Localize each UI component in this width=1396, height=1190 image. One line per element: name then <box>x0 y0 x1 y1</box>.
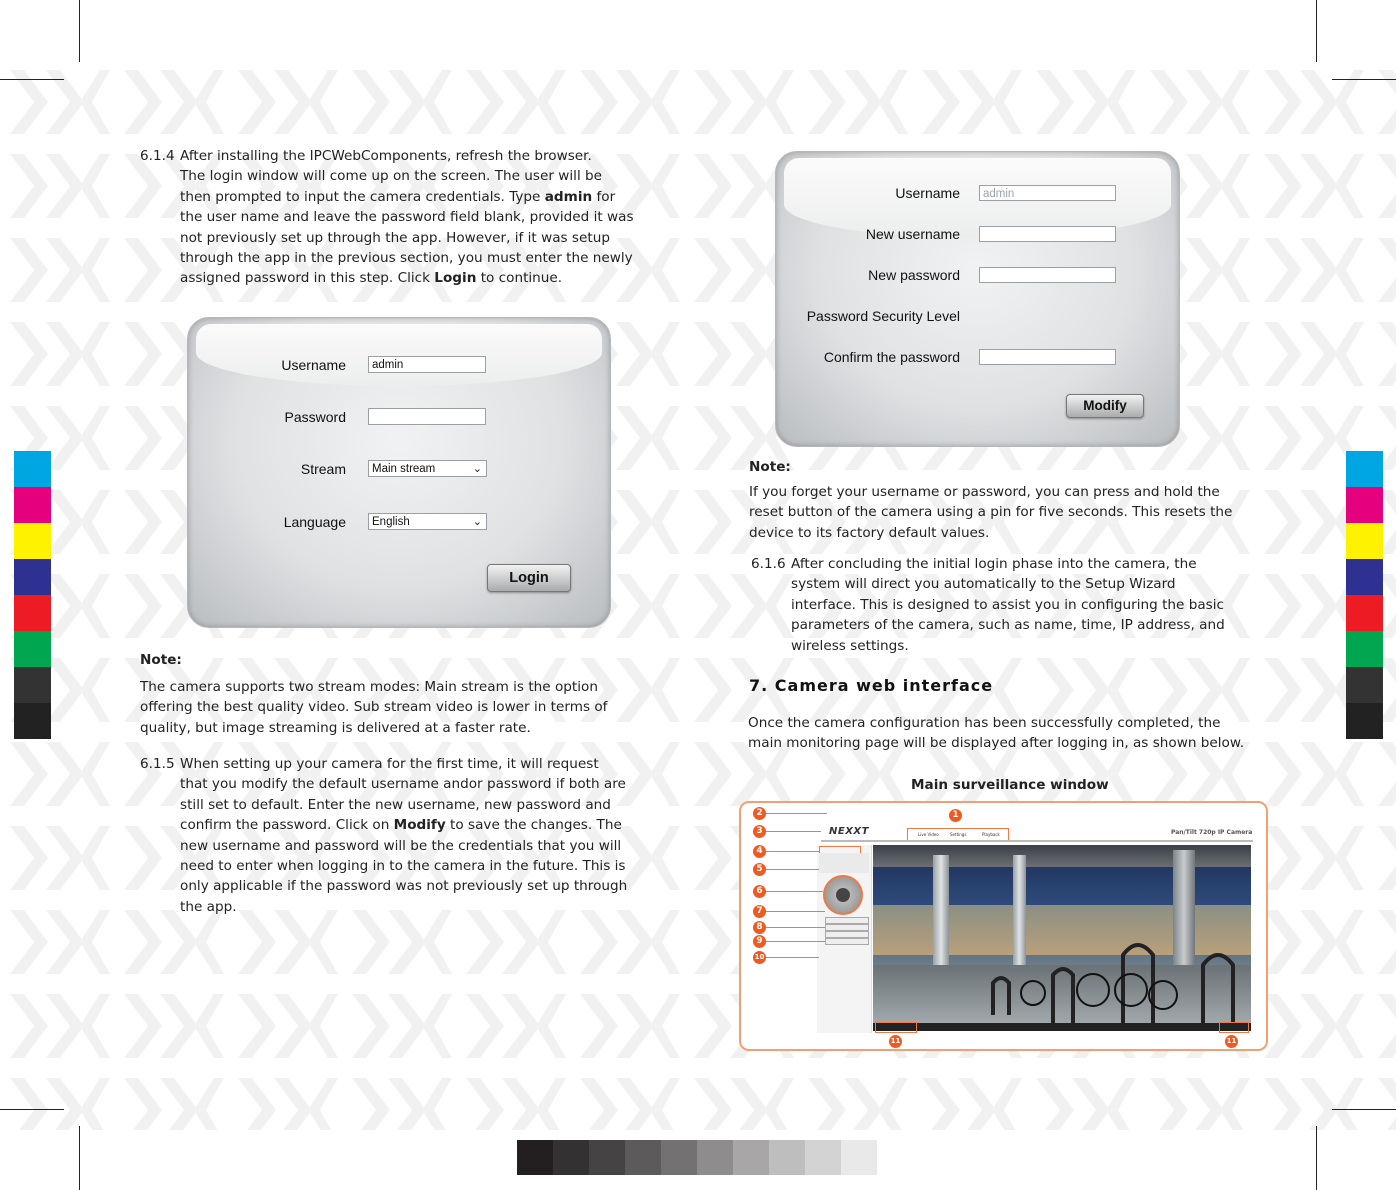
callout-1: 1 <box>949 809 962 822</box>
crop-mark <box>79 0 80 62</box>
tab-playback[interactable]: Playback <box>982 832 1000 837</box>
crop-mark <box>1316 0 1317 62</box>
confirm-password-label: Confirm the password <box>823 349 960 365</box>
gray-swatch <box>589 1140 625 1175</box>
text-line <box>180 187 634 207</box>
callout-2: 2 <box>753 807 766 820</box>
modify-credentials-dialog <box>775 151 1180 447</box>
text-span: for <box>592 188 616 205</box>
color-swatch <box>14 631 51 667</box>
username-input[interactable]: admin <box>368 356 486 373</box>
text-line: system will direct you automatically to the Setup Wizard <box>791 576 1176 593</box>
password-label: Password <box>284 409 346 425</box>
text-span: then prompted to input the camera credentials. Type <box>180 188 545 205</box>
text-line: the app. <box>180 898 237 915</box>
text-line: main monitoring page will be displayed after logging in, as shown below. <box>748 735 1245 752</box>
step-number: 6.1.6 <box>751 556 786 572</box>
callout-4: 4 <box>753 845 766 858</box>
username-input[interactable]: admin <box>979 185 1116 201</box>
callout-leader <box>761 957 819 958</box>
stream-select[interactable] <box>368 460 487 477</box>
text-line: After concluding the initial login phase into the camera, the <box>791 556 1197 572</box>
bold-term: Login <box>434 270 477 287</box>
text-line: If you forget your username or password, you can press and hold the <box>749 484 1220 500</box>
stream-select-value: Main stream <box>372 463 436 475</box>
gray-swatch <box>697 1140 733 1175</box>
gray-swatch <box>625 1140 661 1175</box>
callout-3: 3 <box>753 825 766 838</box>
video-toolbar <box>873 1023 1251 1031</box>
text-line: through the app in the previous section, you must enter the newly <box>180 250 633 267</box>
preset-button[interactable] <box>825 924 869 931</box>
text-line <box>180 268 634 288</box>
callout-10: 10 <box>753 951 766 964</box>
callout-11: 11 <box>889 1035 902 1048</box>
language-select-value: English <box>372 516 410 528</box>
color-swatch <box>1346 703 1383 739</box>
ptz-center[interactable] <box>836 888 850 902</box>
callout-leader <box>761 891 823 892</box>
text-line: need to enter when logging in to the camera in the future. This is <box>180 858 626 875</box>
step-number: 6.1.5 <box>140 756 175 772</box>
text-span: confirm the password. Click on <box>180 817 394 834</box>
username-label: Username <box>895 185 960 201</box>
tab-live-video[interactable]: Live Video <box>918 832 939 837</box>
tab-settings[interactable]: Settings <box>950 832 967 837</box>
note-title: Note: <box>140 652 182 668</box>
text-line <box>180 815 627 835</box>
color-swatch <box>14 487 51 523</box>
login-dialog <box>187 317 611 628</box>
chevron-down-icon: ⌄ <box>472 463 482 475</box>
callout-leader <box>761 941 825 942</box>
crop-mark <box>0 79 64 80</box>
crop-mark <box>0 1109 64 1110</box>
brand-logo: NEXXT <box>829 826 869 837</box>
text-span: assigned password in this step. Click <box>180 270 435 287</box>
text-span: to save the changes. The <box>445 817 622 834</box>
text-line: The camera supports two stream modes: Main stream is the option <box>140 679 598 695</box>
language-label: Language <box>283 514 346 530</box>
color-swatch <box>14 595 51 631</box>
crop-mark <box>1332 1109 1396 1110</box>
color-swatch <box>14 703 51 739</box>
gray-swatch <box>805 1140 841 1175</box>
text-line: that you modify the default username andor password if both are <box>180 776 626 793</box>
preset-button[interactable] <box>825 938 869 945</box>
callout-11: 11 <box>1225 1035 1238 1048</box>
step-body <box>180 754 627 917</box>
color-swatch <box>14 667 51 703</box>
modify-button[interactable]: Modify <box>1066 394 1144 418</box>
step-body <box>791 554 1225 656</box>
step-body <box>180 146 634 289</box>
gray-swatch <box>841 1140 877 1175</box>
text-line: wireless settings. <box>791 637 909 654</box>
bold-term: Modify <box>393 817 446 834</box>
text-line: offering the best quality video. Sub stream video is lower in terms of <box>140 699 608 716</box>
text-span: to continue. <box>476 270 563 287</box>
crop-mark <box>79 1126 80 1190</box>
figure-caption: Main surveillance window <box>911 777 1109 793</box>
gray-swatch <box>661 1140 697 1175</box>
text-line: interface. This is designed to assist you in configuring the basic <box>791 596 1225 613</box>
text-line: new username and password will be the credentials that you will <box>180 837 622 854</box>
new-password-label: New password <box>868 267 960 283</box>
step-number: 6.1.4 <box>140 148 175 164</box>
camera-model-title: Pan/Tilt 720p IP Camera <box>1171 829 1253 836</box>
callout-leader <box>761 869 819 870</box>
text-line: The login window will come up on the screen. The user will be <box>180 168 603 185</box>
text-line: parameters of the camera, such as name, time, IP address, and <box>791 617 1225 634</box>
color-swatch <box>1346 595 1383 631</box>
text-line: reset button of the camera using a pin for five seconds. This resets the <box>749 504 1233 521</box>
text-line: When setting up your camera for the first time, it will request <box>180 756 599 772</box>
text-line: After installing the IPCWebComponents, refresh the browser. <box>180 148 592 164</box>
crop-mark <box>1316 1126 1317 1190</box>
text-line: still set to default. Enter the new username, new password and <box>180 796 611 813</box>
step-6-1-6 <box>751 554 1311 664</box>
text-line: only applicable if the password was not previously set up through <box>180 878 628 895</box>
color-swatch <box>1346 631 1383 667</box>
text-line: the user name and leave the password field blank, provided it was <box>180 209 634 226</box>
callout-leader <box>761 813 827 814</box>
preset-button[interactable] <box>825 931 869 938</box>
panel-gloss <box>196 324 602 386</box>
callout-7: 7 <box>753 905 766 918</box>
bike-racks <box>873 915 1251 1029</box>
text-line: quality, but image streaming is delivered at a faster rate. <box>140 719 531 736</box>
confirm-password-input[interactable] <box>979 349 1116 365</box>
color-swatch <box>1346 523 1383 559</box>
gray-swatch <box>769 1140 805 1175</box>
text-line: Once the camera configuration has been successfully completed, the <box>748 715 1221 731</box>
step-6-1-5 <box>140 754 660 924</box>
crop-mark <box>1332 79 1396 80</box>
section-heading: 7. Camera web interface <box>749 676 994 695</box>
preset-button[interactable] <box>825 917 869 924</box>
callout-leader <box>761 851 819 852</box>
callout-leader <box>761 911 825 912</box>
bold-term: admin <box>544 188 593 205</box>
color-swatch <box>1346 487 1383 523</box>
password-security-label: Password Security Level <box>806 308 960 324</box>
live-video-area[interactable] <box>873 845 1251 1029</box>
color-swatch <box>14 523 51 559</box>
new-username-input[interactable] <box>979 226 1116 242</box>
text-line: not previously set up through the app. However, if it was setup <box>180 229 610 246</box>
new-username-label: New username <box>865 226 960 242</box>
gray-swatch <box>553 1140 589 1175</box>
stream-options <box>819 853 869 873</box>
callout-leader <box>761 927 825 928</box>
password-input[interactable] <box>368 408 486 425</box>
new-password-input[interactable] <box>979 267 1116 283</box>
color-swatch <box>1346 559 1383 595</box>
gray-swatch <box>733 1140 769 1175</box>
header-rule <box>821 840 1253 842</box>
note-body <box>140 677 660 738</box>
section-intro <box>748 713 1308 754</box>
callout-9: 9 <box>753 935 766 948</box>
note-body <box>749 482 1309 543</box>
surveillance-window-figure <box>739 801 1268 1051</box>
color-swatch <box>1346 451 1383 487</box>
note-title: Note: <box>749 459 791 475</box>
color-swatch <box>1346 667 1383 703</box>
step-6-1-4 <box>140 146 660 296</box>
video-controls-left[interactable] <box>875 1022 917 1033</box>
color-swatch <box>14 451 51 487</box>
login-button[interactable]: Login <box>487 564 571 592</box>
stream-label: Stream <box>300 461 346 477</box>
callout-leader <box>761 831 821 832</box>
username-label: Username <box>281 357 346 373</box>
callout-8: 8 <box>753 921 766 934</box>
text-line: device to its factory default values. <box>749 524 990 541</box>
callout-5: 5 <box>753 863 766 876</box>
language-select[interactable] <box>368 513 487 530</box>
color-swatch <box>14 559 51 595</box>
video-controls-right[interactable] <box>1219 1022 1249 1033</box>
gray-swatch <box>517 1140 553 1175</box>
chevron-down-icon: ⌄ <box>472 516 482 528</box>
callout-6: 6 <box>753 885 766 898</box>
